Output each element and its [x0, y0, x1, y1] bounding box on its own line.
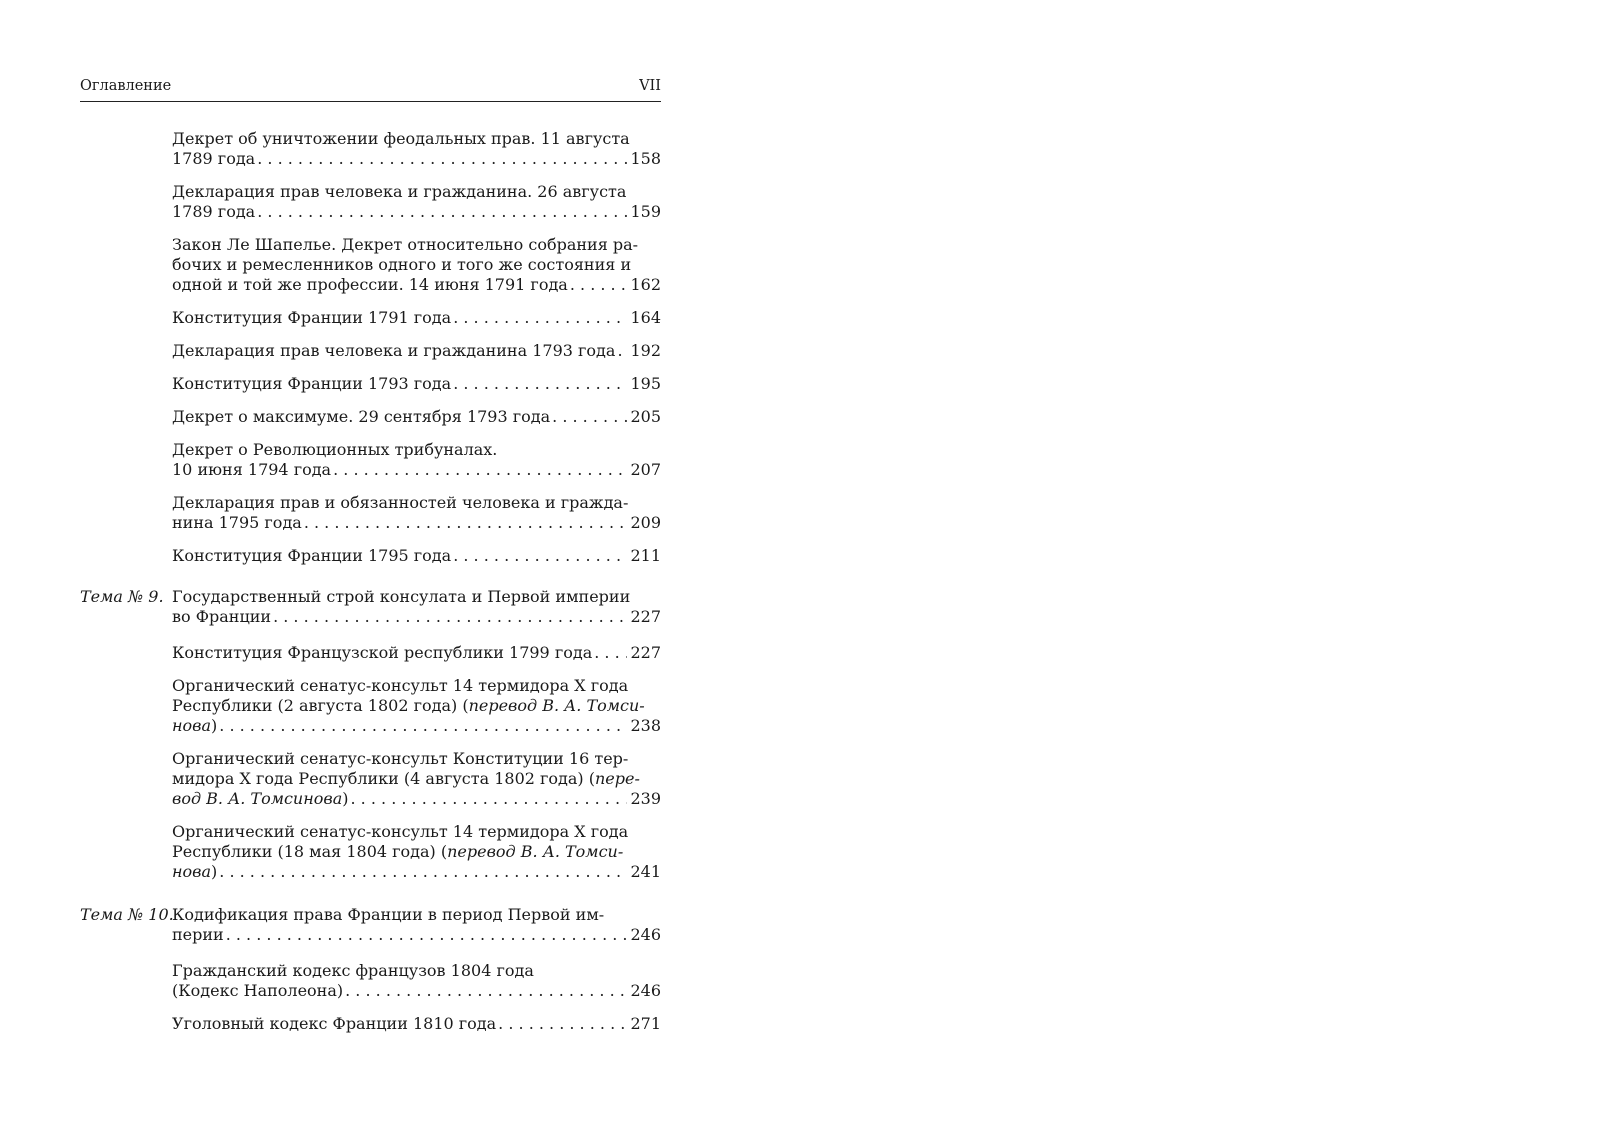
toc-page-number: 239 — [630, 789, 661, 808]
toc-entry-text: Республики (18 мая 1804 года) ( — [172, 842, 448, 861]
toc-entry-text: Конституция Франции 1795 года — [172, 546, 452, 565]
toc-page-number: 159 — [630, 202, 661, 221]
toc-entry[interactable] — [172, 440, 661, 480]
toc-entry-text: 1789 года — [172, 202, 256, 221]
toc-entry[interactable] — [172, 129, 661, 169]
toc-entry-text: Декрет об уничтожении феодальных прав. 11 августа — [172, 129, 630, 148]
toc-entry[interactable] — [172, 905, 661, 945]
toc-entry[interactable] — [172, 493, 661, 533]
toc-entry[interactable] — [172, 1014, 661, 1034]
toc-entry-text: нина 1795 года — [172, 513, 302, 532]
toc-entry[interactable] — [172, 822, 661, 882]
toc-entry[interactable] — [172, 961, 661, 1001]
toc-entry[interactable] — [172, 308, 661, 328]
toc-page-number: 207 — [630, 460, 661, 479]
toc-entry[interactable] — [172, 587, 661, 627]
toc-page-number: 246 — [630, 981, 661, 1000]
toc-entry-text: Государственный строй консулата и Первой империи — [172, 587, 631, 606]
toc-page-number: 227 — [630, 643, 661, 662]
toc-entry-text: мидора X года Республики (4 августа 1802 года) ( — [172, 769, 595, 788]
toc-entry[interactable] — [172, 676, 661, 736]
toc-entry-text: Республики (2 августа 1802 года) ( — [172, 696, 469, 715]
toc-page-number: 238 — [630, 716, 661, 735]
toc-entry[interactable] — [172, 341, 661, 361]
toc-entry-text: Конституция Франции 1793 года — [172, 374, 452, 393]
toc-page-number: 195 — [630, 374, 661, 393]
toc-entry-text: Кодификация права Франции в период Первой им- — [172, 905, 605, 924]
toc-entry[interactable] — [172, 643, 661, 663]
toc-entry-text: Конституция Франции 1791 года — [172, 308, 452, 327]
toc-entry-text: Конституция Французской республики 1799 года — [172, 643, 593, 662]
toc-entry-text: Органический сенатус-консульт 14 термидора X года — [172, 676, 629, 695]
toc-entry[interactable] — [172, 374, 661, 394]
theme-label: Тема № 10. — [80, 905, 174, 924]
toc-page-number: 246 — [630, 925, 661, 944]
toc-page-number: 192 — [630, 341, 661, 360]
toc-entry-text: ) — [211, 716, 218, 735]
toc-entry-text: Декларация прав человека и гражданина 1793 года — [172, 341, 616, 360]
toc-entry[interactable] — [172, 235, 661, 295]
running-header — [80, 76, 661, 102]
toc-entry-text: ) — [342, 789, 349, 808]
toc-entry[interactable] — [172, 182, 661, 222]
toc-entry-text: Декрет о Революционных трибуналах. — [172, 440, 498, 459]
toc-page-number: 205 — [630, 407, 661, 426]
toc-entry-text: Органический сенатус-консульт Конституции 16 тер- — [172, 749, 629, 768]
toc-page-number: 227 — [630, 607, 661, 626]
toc-entry-text: бочих и ремесленников одного и того же состояния и — [172, 255, 632, 274]
toc-entry-text: Уголовный кодекс Франции 1810 года — [172, 1014, 497, 1033]
toc-entry-text: во Франции — [172, 607, 272, 626]
toc-page-number: 209 — [630, 513, 661, 532]
toc-entry[interactable] — [172, 407, 661, 427]
toc-entry-translator: перевод В. А. Томси- — [468, 696, 645, 715]
toc-entry-translator: нова — [172, 716, 212, 735]
toc-entry-translator: нова — [172, 862, 212, 881]
toc-entry-text: Декларация прав и обязанностей человека и гражда- — [172, 493, 629, 512]
toc-entry-translator: пере- — [594, 769, 640, 788]
toc-entry-translator: перевод В. А. Томси- — [447, 842, 624, 861]
toc-entry-text: Декларация прав человека и гражданина. 26 августа — [172, 182, 627, 201]
toc-entry-translator: вод В. А. Томсинова — [172, 789, 343, 808]
toc-page-number: 162 — [630, 275, 661, 294]
toc-entry-text: Закон Ле Шапелье. Декрет относительно собрания ра- — [172, 235, 639, 254]
toc-page-number: 271 — [630, 1014, 661, 1033]
toc-entry[interactable] — [172, 749, 661, 809]
toc-entry[interactable] — [172, 546, 661, 566]
toc-entry-text: одной и той же профессии. 14 июня 1791 года — [172, 275, 568, 294]
toc-page-number: 164 — [630, 308, 661, 327]
toc-page-number: 211 — [630, 546, 661, 565]
toc-entry-text: перии — [172, 925, 224, 944]
toc-page-number: 241 — [630, 862, 661, 881]
toc-entry-text: Органический сенатус-консульт 14 термидора X года — [172, 822, 629, 841]
toc-entry-text: 10 июня 1794 года — [172, 460, 332, 479]
header-title: Оглавление — [80, 78, 172, 94]
header-page-number: VII — [639, 78, 661, 94]
toc-entry-text: Гражданский кодекс французов 1804 года — [172, 961, 534, 980]
toc-entry-text: ) — [211, 862, 218, 881]
toc-page-number: 158 — [630, 149, 661, 168]
toc-entry-text: 1789 года — [172, 149, 256, 168]
theme-label: Тема № 9. — [80, 587, 164, 606]
toc-entry-text: (Кодекс Наполеона) — [172, 981, 344, 1000]
toc-entry-text: Декрет о максимуме. 29 сентября 1793 года — [172, 407, 551, 426]
